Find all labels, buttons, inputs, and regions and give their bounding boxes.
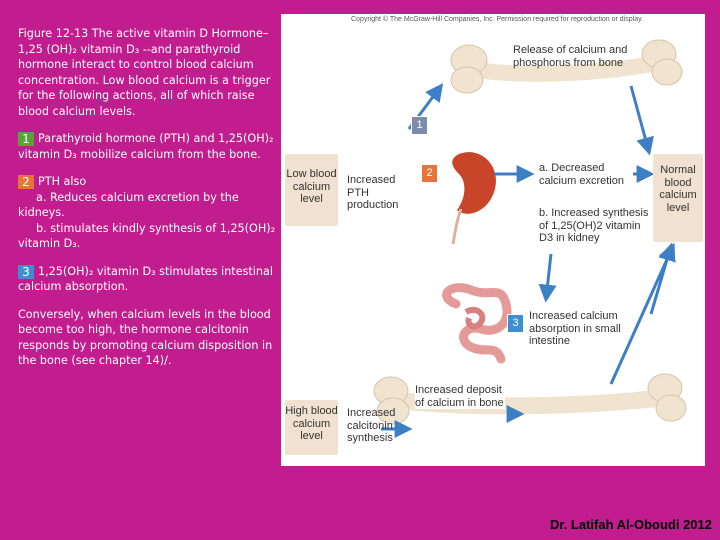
normal-calcium-box: Normal blood calcium level (653, 154, 703, 242)
step-1-text: Parathyroid hormone (PTH) and 1,25(OH)₂ vitamin D₃ mobilize calcium from the bone. (18, 132, 274, 161)
copyright-notice: Copyright © The McGraw-Hill Companies, Inc. Permission required for reproduction or display. (351, 16, 644, 23)
step-1-paragraph (18, 131, 276, 162)
release-label: Release of calcium and phosphorus from bone (513, 44, 628, 69)
step-3-paragraph (18, 264, 276, 295)
conversely-paragraph: Conversely, when calcium levels in the blood become too high, the hormone calcitonin responds by promoting calcium disposition in the bone (see chapter 14)/. (18, 307, 273, 367)
increased-synthesis-label: b. Increased synthesis of 1,25(OH)2 vitamin D3 in kidney (539, 207, 649, 244)
calcitonin-label: Increased calcitonin synthesis (347, 407, 396, 444)
increased-pth-label: Increased PTH production (347, 174, 399, 211)
step-2-paragraph (18, 174, 276, 252)
deposit-label: Increased deposit of calcium in bone (415, 384, 504, 409)
arrow-synthesis-to-absorption (546, 254, 551, 299)
calcium-regulation-diagram (281, 14, 705, 466)
badge-2: 2 (421, 164, 438, 183)
absorption-label: Increased calcium absorption in small intestine (529, 310, 621, 347)
kidney-icon (452, 152, 496, 244)
author-footer: Dr. Latifah Al-Oboudi 2012 (549, 517, 712, 532)
step-2-number: 2 (18, 175, 34, 189)
arrow-bone-to-normal (631, 86, 649, 152)
step-2-b: b. stimulates kindly synthesis of 1,25(OH)₂ vitamin D₃. (18, 221, 276, 250)
badge-3: 3 (507, 314, 524, 333)
intestine-icon (447, 288, 507, 359)
text-panel (18, 26, 276, 381)
low-calcium-box: Low blood calcium level (285, 154, 338, 226)
badge-1: 1 (411, 116, 428, 135)
high-calcium-box: High blood calcium level (285, 400, 338, 455)
step-3-number: 3 (18, 265, 34, 279)
step-2-a: a. Reduces calcium excretion by the kidneys. (18, 190, 239, 219)
decreased-excretion-label: a. Decreased calcium excretion (539, 162, 624, 187)
step-1-number: 1 (18, 132, 34, 146)
intro-paragraph: Figure 12-13 The active vitamin D Hormone– 1,25 (OH)₂ vitamin D₃ --and parathyroid hormone interact to control blood calcium concentration. Low blood calcium is a trigger for the following actions, all of which raise blood calcium levels. (18, 27, 271, 118)
step-2-lead: PTH also (38, 175, 87, 188)
step-3-text: 1,25(OH)₂ vitamin D₃ stimulates intestinal calcium absorption. (18, 264, 273, 293)
flow-arrows (381, 86, 673, 429)
